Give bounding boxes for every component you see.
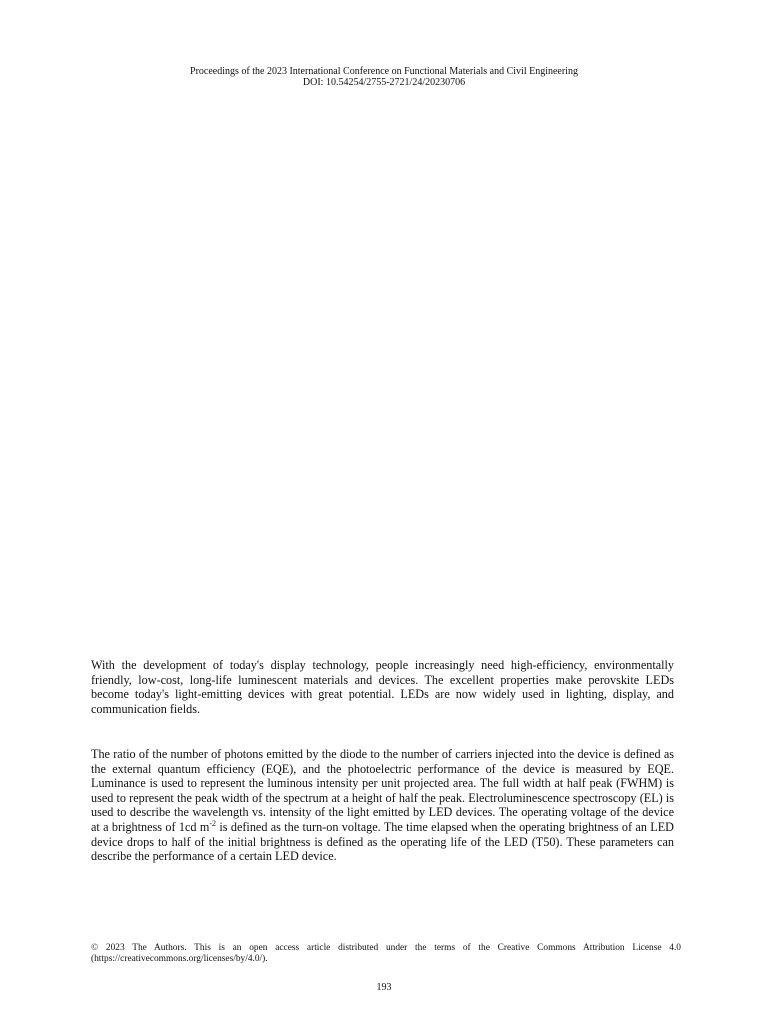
body-paragraph-2 [91, 747, 674, 864]
proceedings-title: Proceedings of the 2023 International Conference on Functional Materials and Civil Engineering [190, 66, 578, 77]
license-footnote: © 2023 The Authors. This is an open access article distributed under the terms of the Creative Commons Attribution License 4.0 (https://creativecommons.org/licenses/by/4.0/). [91, 943, 681, 964]
paragraph-2-text-a: The ratio of the number of photons emitted by the diode to the number of carriers injected into the device is defined as the external quantum efficiency (EQE), and the photoelectric performance of the device is measured by EQE. Luminance is used to represent the luminous intensity per unit projected area. The full width at half peak (FWHM) is used to represent the peak width of the spectrum at a height of half the peak. Electroluminescence spectroscopy (EL) is used to describe the wavelength vs. intensity of the light emitted by LED devices. The operating voltage of the device at a brightness of 1cd m [91, 747, 674, 834]
running-header [0, 66, 768, 88]
doi-line: DOI: 10.54254/2755-2721/24/20230706 [302, 77, 466, 88]
body-paragraph-1: With the development of today's display technology, people increasingly need high-efficiency, environmentally friendly, low-cost, long-life luminescent materials and devices. The excellent properties make perovskite LEDs become today's light-emitting devices with great potential. LEDs are now widely used in lighting, display, and communication fields. [91, 658, 674, 716]
unit-superscript: -2 [209, 818, 217, 828]
page-number: 193 [376, 982, 392, 993]
paragraph-2-text-b: is defined as the turn-on voltage. The time elapsed when the operating brightness of an LED device drops to half of the initial brightness is defined as the operating life of the LED (T50). These parameters can describe the performance of a certain LED device. [91, 819, 674, 864]
